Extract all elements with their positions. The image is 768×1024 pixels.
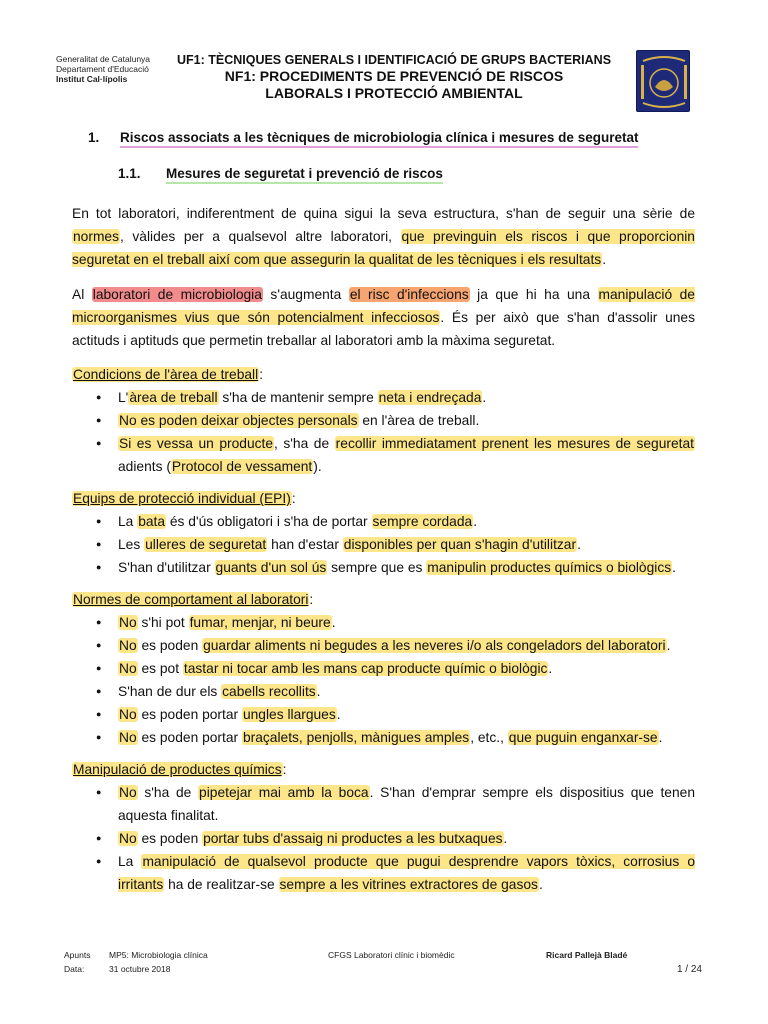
text-run: han d'estar [267, 537, 343, 552]
text-run: es poden [137, 638, 203, 653]
text-run: . [672, 560, 676, 575]
text-run: . [548, 661, 553, 676]
highlight-yellow: manipulin productes químics o biològics [427, 560, 672, 575]
chemicals-list [72, 781, 695, 896]
text-run: . [577, 537, 581, 552]
highlight-yellow: àrea de treball [129, 390, 218, 405]
footer-date-value: 31 octubre 2018 [109, 964, 171, 974]
highlight-yellow: No [119, 707, 137, 722]
highlight-red: laboratori de microbiologia [92, 287, 262, 302]
text-run: s'ha de [137, 785, 199, 800]
heading-1-text: Riscos associats a les tècniques de microbiologia clínica i mesures de seguretat [120, 130, 638, 148]
text-run: adients ( [118, 459, 171, 474]
highlight-yellow: ulleres de seguretat [145, 537, 267, 552]
text-run: , vàlides per a qualsevol altre laboratori, [120, 229, 401, 244]
highlight-yellow: No [119, 615, 137, 630]
list-item [72, 657, 695, 680]
text-run: . [482, 390, 487, 405]
text-run: s'augmenta [262, 287, 349, 302]
footer-author: Ricard Pallejà Bladé [546, 950, 628, 960]
page-number: 1 / 24 [676, 964, 702, 975]
text-run: L' [118, 390, 129, 405]
highlight-yellow: fumar, menjar, ni beure [189, 615, 331, 630]
text-run: . [602, 252, 607, 267]
institution-block [56, 54, 150, 84]
text-run: . [316, 684, 321, 699]
footer-course: CFGS Laboratori clínic i biomèdic [328, 950, 455, 960]
highlight-yellow: Si es vessa un producte [119, 436, 274, 451]
section-heading-1 [88, 130, 695, 148]
list-item [72, 510, 695, 533]
highlight-yellow: portar tubs d'assaig ni productes a les butxaques [203, 831, 503, 846]
list-item [72, 611, 695, 634]
page-footer [64, 950, 704, 978]
document-body [72, 130, 695, 906]
text-run: s'hi pot [137, 615, 189, 630]
list-item [72, 703, 695, 726]
highlight-yellow: No [119, 730, 137, 745]
text-run: Les [118, 537, 145, 552]
section-title-text: Condicions de l'àrea de treball [73, 367, 259, 382]
list-item [72, 533, 695, 556]
text-run: La [118, 854, 142, 869]
text-run: sempre que es [327, 560, 427, 575]
footer-row-2 [64, 964, 704, 978]
text-run: . [473, 514, 478, 529]
section-title-behaviour [72, 589, 695, 611]
text-run: es pot [137, 661, 183, 676]
text-run: en l'àrea de treball. [358, 413, 480, 428]
footer-row-1 [64, 950, 704, 964]
highlight-yellow: Protocol de vessament [171, 459, 313, 474]
footer-apunts-value: MP5: Microbiologia clínica [109, 950, 208, 960]
list-item [72, 827, 695, 850]
work-area-list [72, 386, 695, 478]
list-item [72, 409, 695, 432]
text-run: : [259, 367, 264, 382]
list-item [72, 850, 695, 896]
text-run: es poden portar [137, 730, 242, 745]
text-run: . [331, 615, 336, 630]
heading-2-number: 1.1. [118, 166, 141, 181]
org-line-1: Generalitat de Catalunya [56, 54, 151, 64]
text-run: . [666, 638, 671, 653]
highlight-orange: el risc d'infeccions [349, 287, 469, 302]
text-run: La [118, 514, 138, 529]
highlight-yellow: No [119, 661, 137, 676]
highlight-yellow: sempre cordada [372, 514, 473, 529]
text-run: En tot laboratori, indiferentment de quina sigui la seva estructura, s'han de seguir una sèrie de [72, 206, 695, 221]
text-run: S'han de dur els [118, 684, 222, 699]
text-run: . [538, 877, 543, 892]
text-run: ja que hi ha una [469, 287, 598, 302]
highlight-yellow: manipulació de qualsevol producte que pugui desprendre vapors tòxics, corrosius o irritants [118, 854, 695, 892]
text-run: . S'han d'emprar sempre els dispositius que tenen aquesta finalitat. [118, 785, 695, 823]
list-item [72, 726, 695, 749]
section-title-work-area [72, 364, 695, 386]
text-run: . [336, 707, 341, 722]
highlight-yellow: que previnguin els riscos i que proporcionin seguretat en el treball així com que assegurin la qualitat de les tècniques i els resultats [72, 229, 695, 267]
title-line-1: UF1: TÈCNIQUES GENERALS I IDENTIFICACIÓ DE GRUPS BACTERIANS [176, 53, 612, 67]
highlight-yellow: guants d'un sol ús [215, 560, 327, 575]
org-line-2: Departament d'Educació [56, 64, 149, 74]
heading-2-text: Mesures de seguretat i prevenció de riscos [166, 166, 443, 184]
highlight-yellow: manipulació de microorganismes vius que són potencialment infecciosos [72, 287, 695, 325]
section-title-text: Equips de protecció individual (EPI) [73, 491, 291, 506]
section-title-epi [72, 488, 695, 510]
org-line-3: Institut Cal·lípolis [56, 74, 128, 84]
heading-1-number: 1. [88, 130, 100, 145]
highlight-yellow: recollir immediatament prenent les mesures de seguretat [335, 436, 694, 451]
text-run: s'ha de mantenir sempre [218, 390, 378, 405]
list-item [72, 680, 695, 703]
list-item [72, 386, 695, 409]
behaviour-list [72, 611, 695, 749]
text-run: . [658, 730, 663, 745]
highlight-yellow: bata [138, 514, 166, 529]
highlight-yellow: No [119, 785, 137, 800]
list-item [72, 781, 695, 827]
section-title-text: Normes de comportament al laboratori [73, 592, 309, 607]
highlight-yellow: No es poden deixar objectes personals [119, 413, 358, 428]
text-run: : [309, 592, 314, 607]
highlight-yellow: pipetejar mai amb la boca [199, 785, 369, 800]
footer-date-label: Data: [64, 964, 85, 974]
highlight-yellow: braçalets, penjolls, mànigues amples [242, 730, 470, 745]
text-run: Al [72, 287, 92, 302]
text-run: , s'ha de [274, 436, 335, 451]
section-title-chemicals [72, 759, 695, 781]
footer-apunts-label: Apunts [64, 950, 91, 960]
highlight-yellow: neta i endreçada [378, 390, 482, 405]
text-run: ha de realitzar-se [164, 877, 279, 892]
highlight-yellow: sempre a les vitrines extractores de gasos [279, 877, 538, 892]
text-run: , etc., [470, 730, 508, 745]
intro-paragraph-1 [72, 202, 695, 271]
text-run: ). [313, 459, 322, 474]
highlight-yellow: ungles llargues [242, 707, 336, 722]
intro-paragraph-2 [72, 283, 695, 352]
text-run: : [291, 491, 296, 506]
text-run: . [503, 831, 508, 846]
highlight-yellow: disponibles per quan s'hagin d'utilitzar [343, 537, 577, 552]
page-header [0, 0, 768, 120]
list-item [72, 556, 695, 579]
text-run: : [282, 762, 287, 777]
institute-logo [636, 50, 690, 112]
section-title-text: Manipulació de productes químics [73, 762, 282, 777]
highlight-yellow: cabells recollits [222, 684, 316, 699]
epi-list [72, 510, 695, 579]
list-item [72, 634, 695, 657]
section-heading-1-1 [118, 166, 695, 184]
highlight-yellow: No [119, 638, 137, 653]
highlight-yellow: normes [73, 229, 120, 244]
text-run: és d'ús obligatori i s'ha de portar [166, 514, 372, 529]
title-line-3: LABORALS I PROTECCIÓ AMBIENTAL [265, 85, 523, 101]
logo-emblem-icon [637, 51, 691, 113]
text-run: S'han d'utilitzar [118, 560, 215, 575]
highlight-yellow: que puguin enganxar-se [508, 730, 658, 745]
highlight-yellow: guardar aliments ni begudes a les neveres i/o als congeladors del laboratori [203, 638, 666, 653]
list-item [72, 432, 695, 478]
text-run: . És per això que s'han d'assolir unes actituds i aptituds que permetin treballar al laboratori amb la màxima seguretat. [72, 310, 695, 348]
highlight-yellow: tastar ni tocar amb les mans cap producte químic o biològic [183, 661, 548, 676]
highlight-yellow: No [119, 831, 137, 846]
document-title [160, 52, 628, 102]
title-line-2: NF1: PROCEDIMENTS DE PREVENCIÓ DE RISCOS [224, 68, 564, 84]
text-run: es poden portar [137, 707, 242, 722]
text-run: es poden [137, 831, 203, 846]
